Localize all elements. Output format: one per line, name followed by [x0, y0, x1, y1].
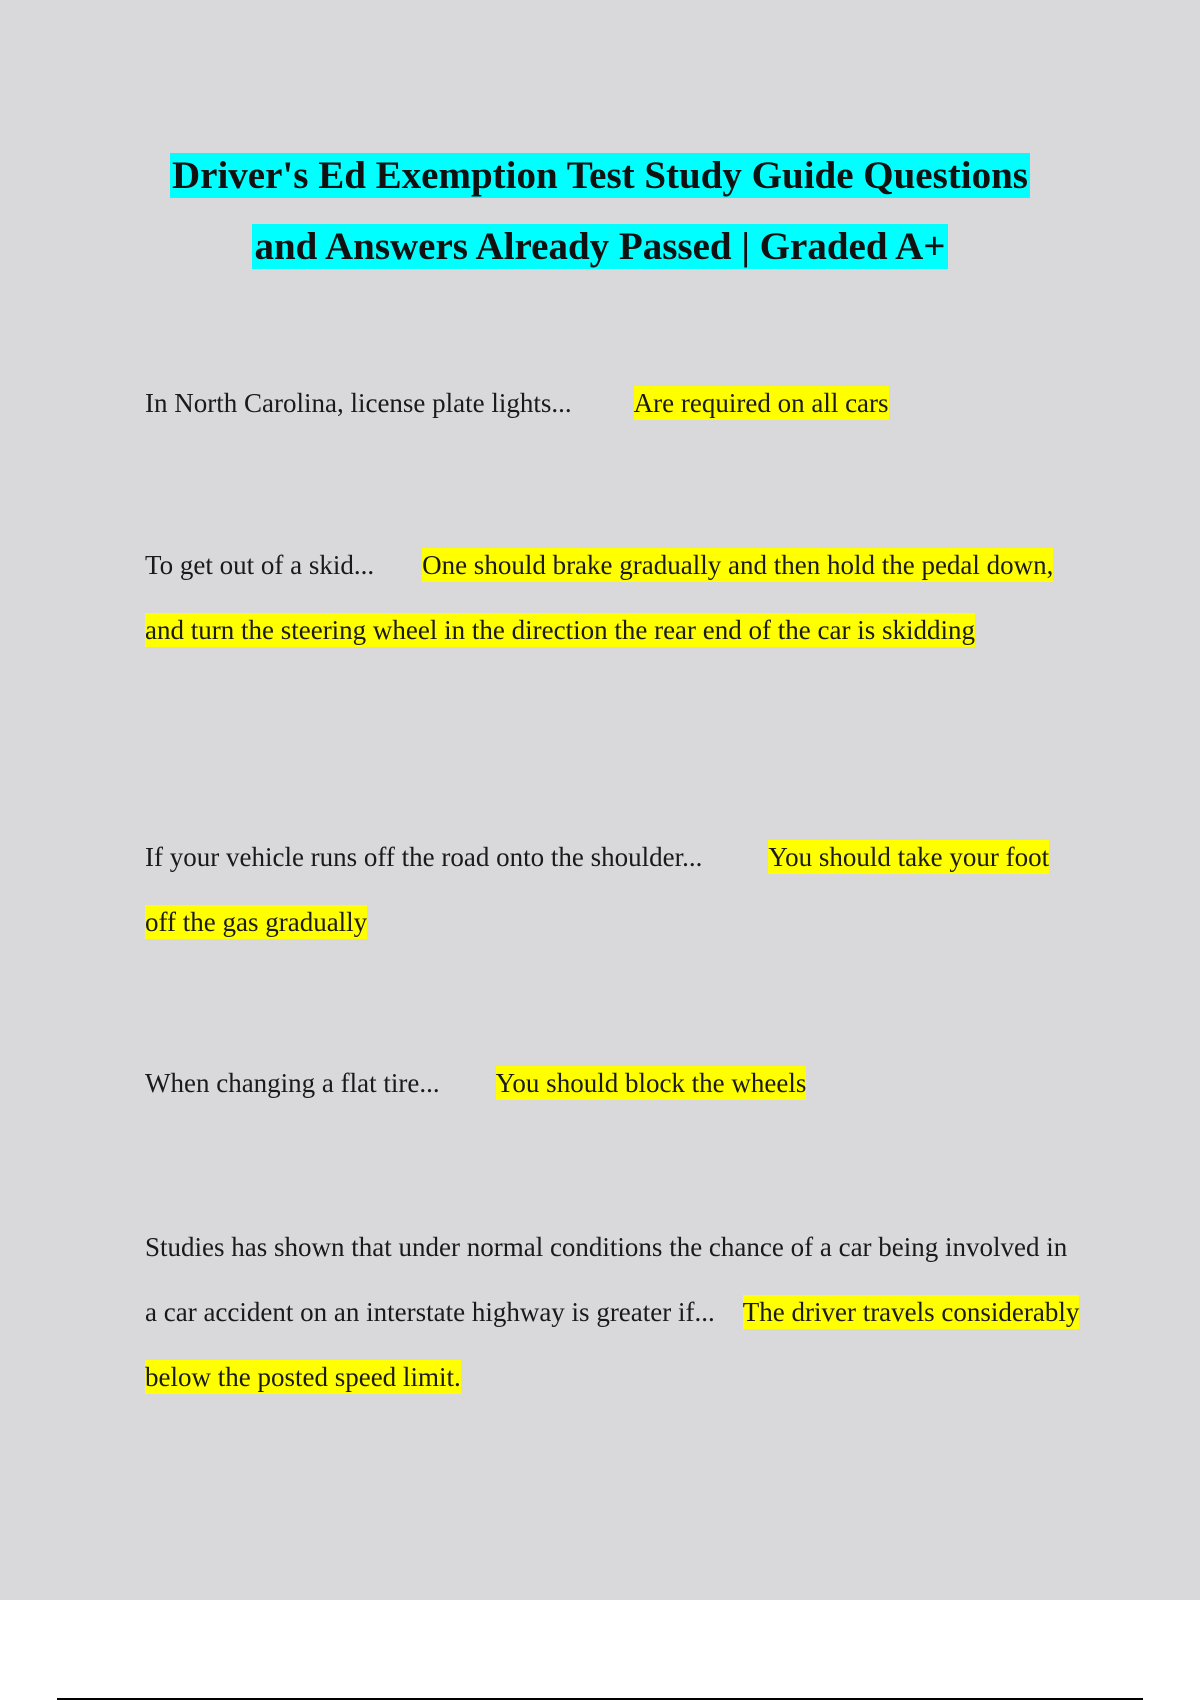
qa-item-1	[145, 371, 1085, 436]
question-2: To get out of a skid...	[145, 550, 375, 580]
document-title	[0, 140, 1200, 282]
answer-4: You should block the wheels	[495, 1068, 807, 1098]
qa-item-2	[145, 533, 1085, 663]
answer-3: You should take your foot off the gas gradually	[145, 842, 1050, 937]
answer-5: The driver travels considerably below the posted speed limit.	[145, 1297, 1080, 1392]
answer-1: Are required on all cars	[633, 388, 889, 418]
qa-item-3	[145, 825, 1085, 955]
answer-2: One should brake gradually and then hold the pedal down, and turn the steering wheel in the direction the rear end of the car is skidding	[145, 550, 1054, 645]
title-line-2: and Answers Already Passed | Graded A+	[254, 225, 946, 268]
question-4: When changing a flat tire...	[145, 1068, 440, 1098]
title-line-1: Driver's Ed Exemption Test Study Guide Questions	[172, 154, 1028, 197]
question-5: Studies has shown that under normal conditions the chance of a car being involved in a car accident on an interstate highway is greater if...	[145, 1232, 1068, 1327]
qa-item-4	[145, 1051, 1085, 1116]
qa-item-5	[145, 1215, 1085, 1410]
question-1: In North Carolina, license plate lights...	[145, 388, 572, 418]
question-3: If your vehicle runs off the road onto the shoulder...	[145, 842, 703, 872]
